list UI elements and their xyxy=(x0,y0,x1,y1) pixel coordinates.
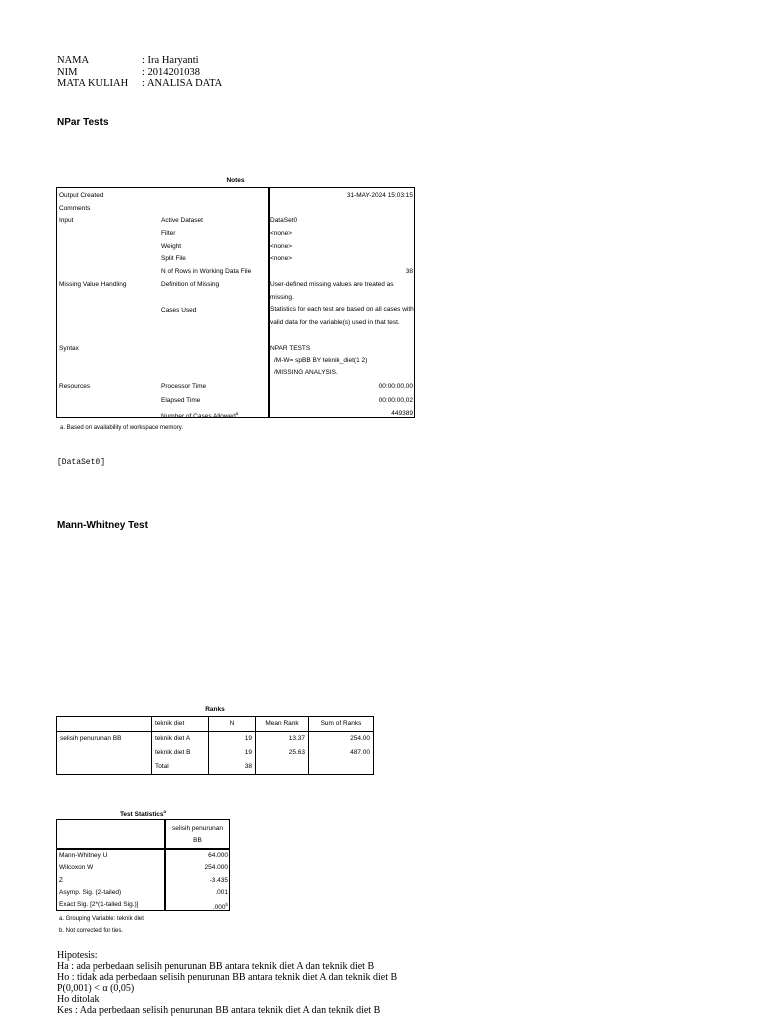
header-label: NIM xyxy=(57,67,78,78)
notes-sublabel: Definition of Missing xyxy=(161,281,220,288)
notes-value: <none> xyxy=(270,230,293,237)
table-header-cell: teknik diet xyxy=(152,717,209,732)
notes-value: 31-MAY-2024 15:03:15 xyxy=(346,192,413,199)
notes-table-title: Notes xyxy=(226,177,245,184)
table-cell: 19 xyxy=(209,746,256,760)
notes-value: DataSet0 xyxy=(270,217,298,224)
notes-label: Syntax xyxy=(59,345,79,352)
notes-sublabel: Active Dataset xyxy=(161,217,203,224)
hypothesis-decision: Ho ditolak xyxy=(57,994,100,1005)
stat-value: .001 xyxy=(215,889,228,896)
test-statistics-column-header xyxy=(165,823,230,847)
table-cell: teknik diet B xyxy=(152,746,209,760)
table-cell: selisih penurunan BB xyxy=(57,732,152,747)
test-statistics-title-text: Test Statistics xyxy=(119,811,164,819)
table-header-row xyxy=(57,717,374,732)
dataset-reference: [DataSet0] xyxy=(57,458,106,467)
hypothesis-p-value: P(0,001) < α (0,05) xyxy=(57,983,135,994)
table-header-cell: Mean Rank xyxy=(256,717,309,732)
test-statistics-footnote-b: b. Not corrected for ties. xyxy=(59,928,124,934)
header-value: : ANALISA DATA xyxy=(142,78,223,89)
notes-sublabel: Filter xyxy=(161,230,176,237)
stat-value-text: .000 xyxy=(212,904,226,912)
hypothesis-ha: Ha : ada perbedaan selisih penurunan BB antara teknik diet A dan teknik diet B xyxy=(57,961,375,972)
table-header-cell: Sum of Ranks xyxy=(309,717,374,732)
notes-sublabel: Elapsed Time xyxy=(161,397,201,404)
notes-label: Output Created xyxy=(59,192,104,199)
stat-value xyxy=(166,899,228,915)
notes-label: Resources xyxy=(59,383,91,390)
stat-value: -3.435 xyxy=(209,877,228,884)
notes-label: Missing Value Handling xyxy=(59,281,127,288)
hypothesis-conclusion: Kes : Ada perbedaan selisih penurunan BB antara teknik diet A dan teknik diet B xyxy=(57,1005,381,1016)
notes-sublabel: Weight xyxy=(161,243,182,250)
notes-sublabel xyxy=(161,407,238,423)
column-header-line: BB xyxy=(193,837,202,844)
stat-value: 254.000 xyxy=(204,864,228,871)
table-cell: 254.00 xyxy=(309,732,374,747)
hypothesis-heading: Hipotesis: xyxy=(57,950,98,961)
header-value: : 2014201038 xyxy=(142,67,201,78)
table-cell: 25.63 xyxy=(256,746,309,760)
notes-value: Statistics for each test are based on all cases with valid data for the variable(s) used in that test. xyxy=(270,306,414,326)
notes-footnote: a. Based on availability of workspace memory. xyxy=(60,425,183,431)
table-cell: teknik diet A xyxy=(152,732,209,747)
ranks-table-title: Ranks xyxy=(205,706,225,713)
table-row xyxy=(57,732,374,747)
notes-syntax-line: NPAR TESTS xyxy=(270,345,311,352)
npar-tests-heading: NPar Tests xyxy=(57,117,109,128)
stat-label: Wilcoxon W xyxy=(59,864,94,871)
notes-syntax-line: /MISSING ANALYSIS. xyxy=(274,369,338,376)
table-cell xyxy=(309,760,374,775)
table-cell: Total xyxy=(152,760,209,775)
notes-sublabel: Split File xyxy=(161,255,186,262)
test-statistics-title xyxy=(56,809,230,818)
table-header-cell: N xyxy=(209,717,256,732)
notes-value: <none> xyxy=(270,243,293,250)
footnote-marker: a xyxy=(235,411,239,416)
notes-value: 449389 xyxy=(391,410,413,417)
notes-value: <none> xyxy=(270,255,293,262)
notes-value: User-defined missing values are treated as missing. xyxy=(270,281,394,301)
notes-value: 00:00:00,02 xyxy=(378,397,413,404)
stat-label: Exact Sig. [2*(1-tailed Sig.)] xyxy=(59,901,139,908)
column-header-line: selisih penurunan xyxy=(172,825,223,832)
notes-label: Input xyxy=(59,217,74,224)
notes-value: 00:00:00,00 xyxy=(378,383,413,390)
stat-value: 64.000 xyxy=(208,852,228,859)
notes-sublabel: Processor Time xyxy=(161,383,207,390)
table-row xyxy=(57,746,374,760)
table-row xyxy=(57,760,374,775)
table-header-cell xyxy=(57,717,152,732)
header-label: MATA KULIAH xyxy=(57,78,129,89)
hypothesis-ho: Ho : tidak ada perbedaan selisih penurunan BB antara teknik diet A dan teknik diet B xyxy=(57,972,398,983)
notes-sublabel: N of Rows in Working Data File xyxy=(161,268,252,275)
footnote-marker: a xyxy=(163,809,167,814)
stat-label: Asymp. Sig. (2-tailed) xyxy=(59,889,122,896)
footnote-marker: b xyxy=(225,902,228,907)
notes-value: 38 xyxy=(405,268,413,275)
mann-whitney-heading: Mann-Whitney Test xyxy=(57,520,148,531)
table-cell xyxy=(57,746,152,760)
notes-sublabel-text: Number of Cases Allowed xyxy=(161,413,236,421)
stat-label: Mann-Whitney U xyxy=(59,852,108,859)
notes-sublabel: Cases Used xyxy=(161,307,197,314)
notes-label: Comments xyxy=(59,205,91,212)
table-cell xyxy=(256,760,309,775)
test-statistics-footnote-a: a. Grouping Variable: teknik diet xyxy=(59,916,144,922)
table-cell xyxy=(57,760,152,775)
table-cell: 38 xyxy=(209,760,256,775)
notes-syntax-line: /M-W= spBB BY teknik_diet(1 2) xyxy=(274,357,368,364)
header-value: : Ira Haryanti xyxy=(142,55,199,66)
header-label: NAMA xyxy=(57,55,90,66)
table-cell: 13.37 xyxy=(256,732,309,747)
stat-label: Z xyxy=(59,877,63,884)
table-cell: 487.00 xyxy=(309,746,374,760)
table-cell: 19 xyxy=(209,732,256,747)
ranks-table xyxy=(56,716,374,775)
